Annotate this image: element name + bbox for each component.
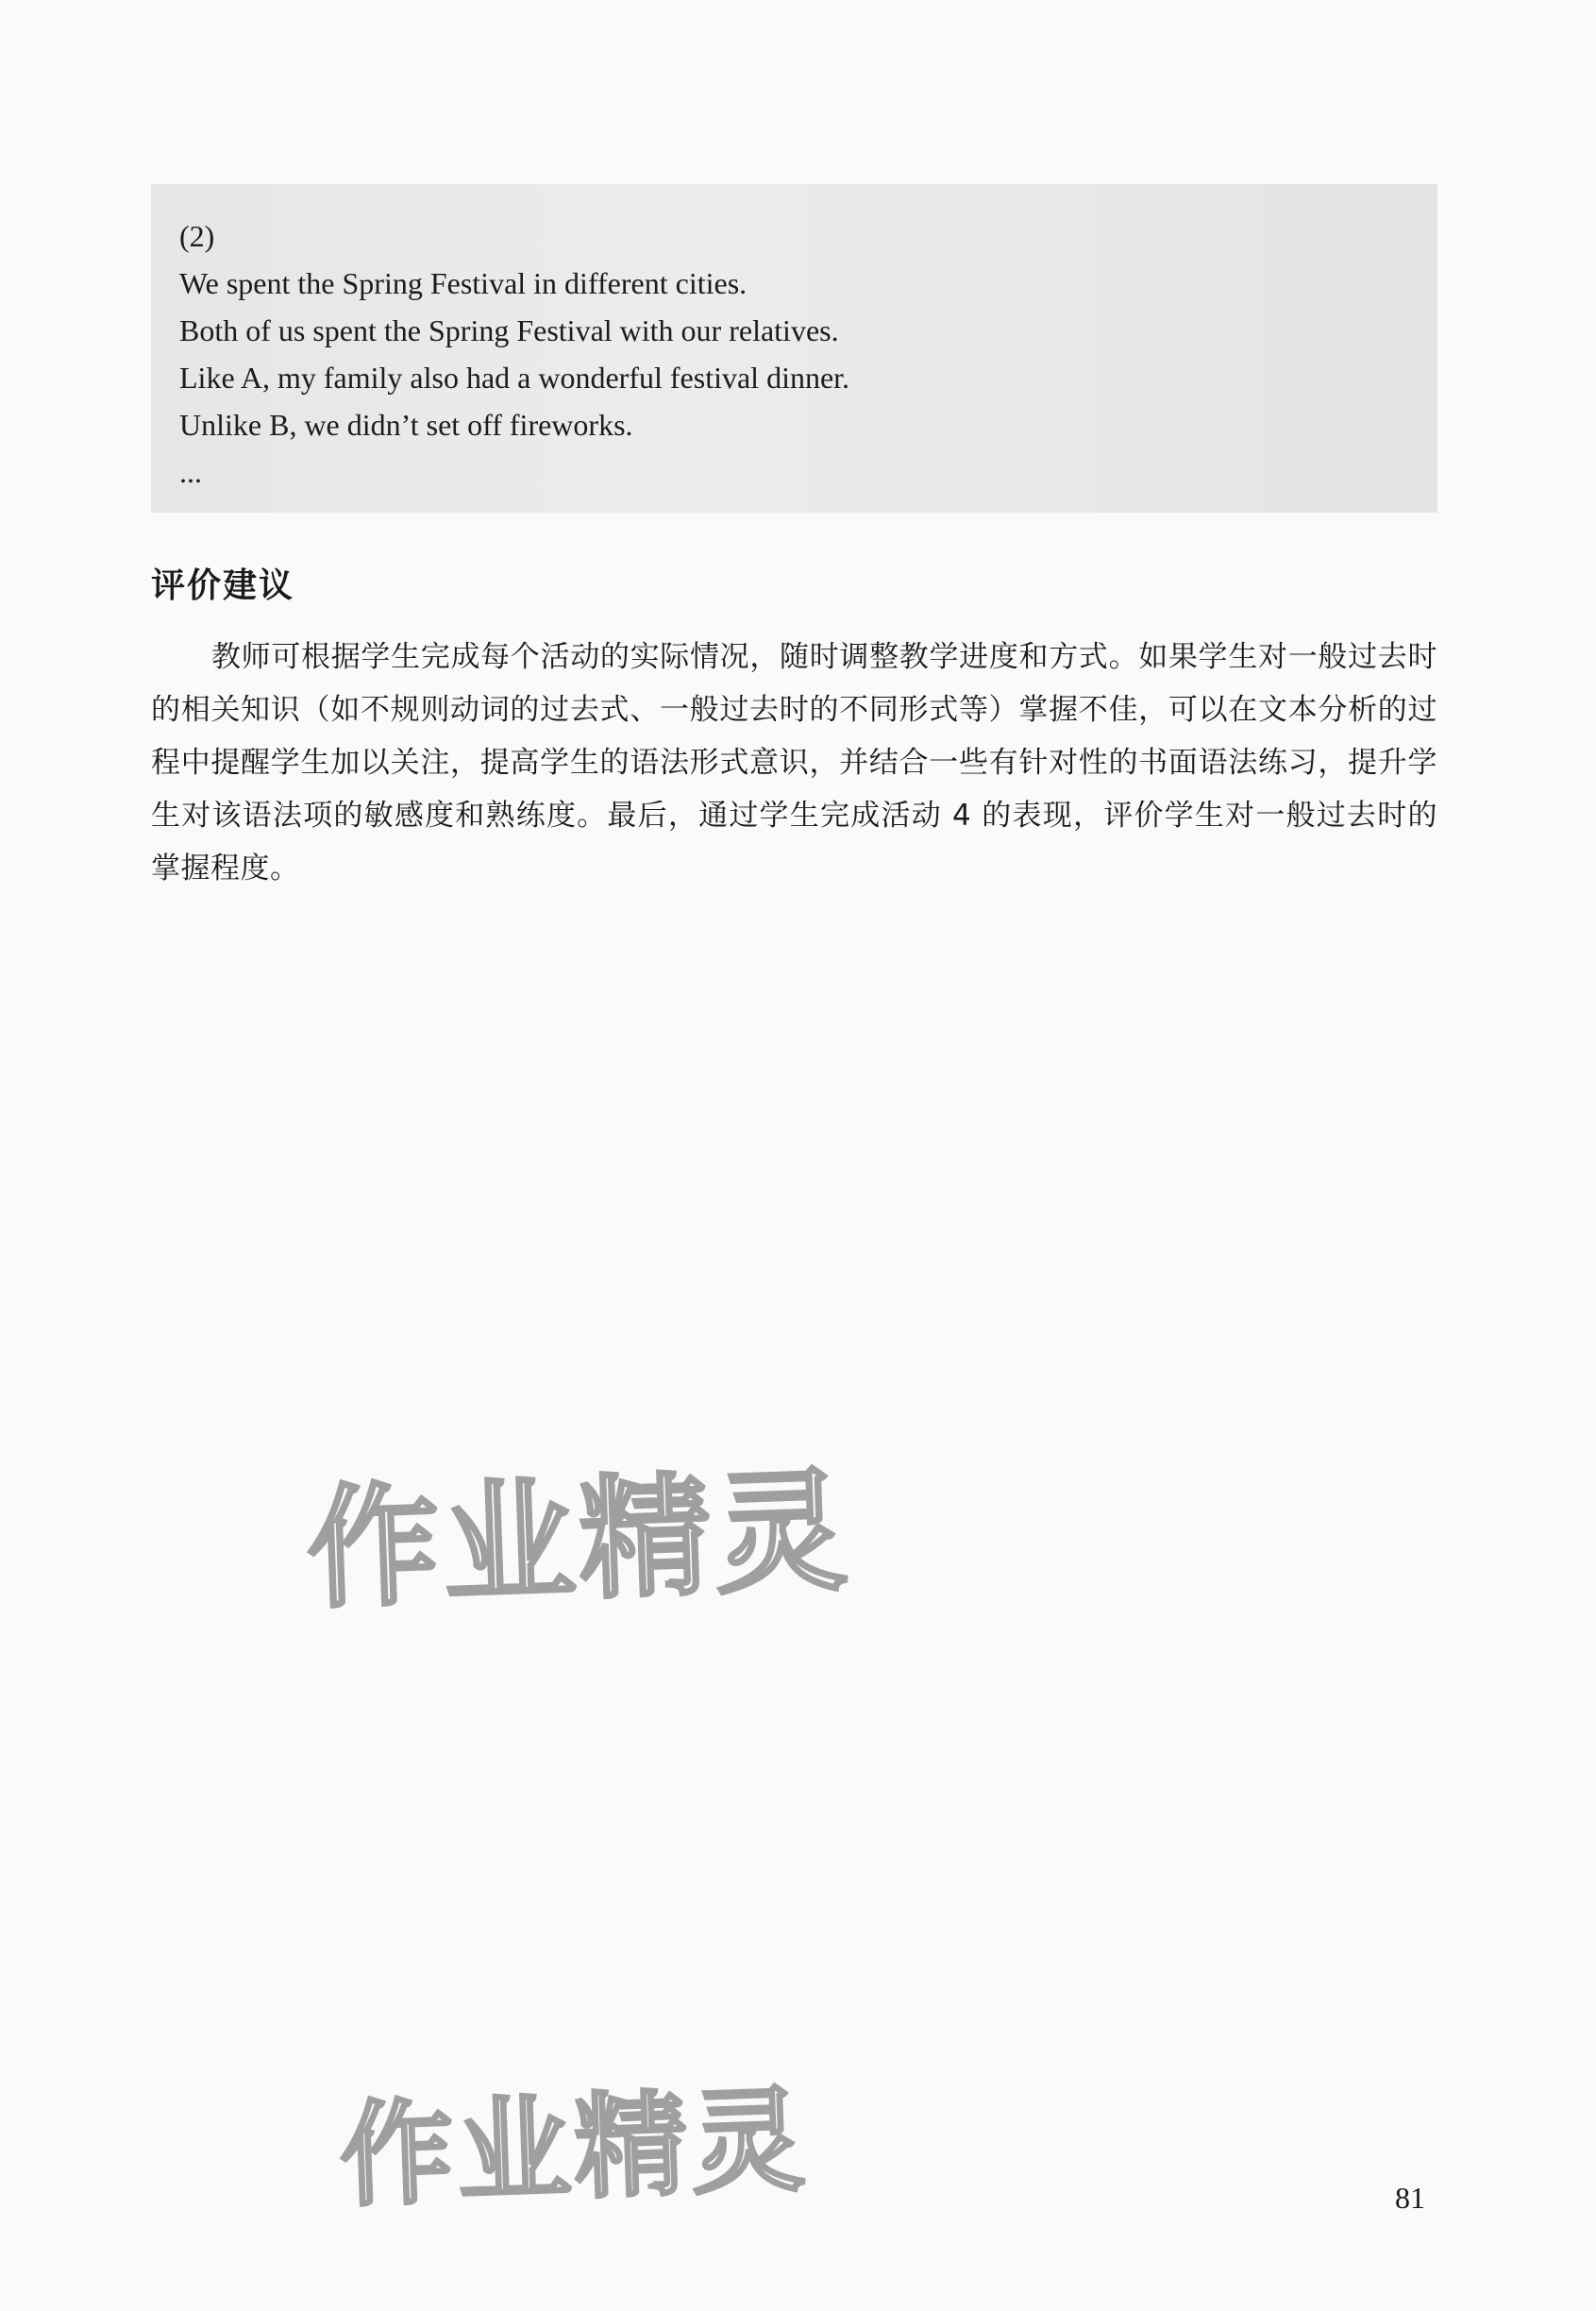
example-line: We spent the Spring Festival in different cities. (179, 266, 748, 300)
example-line: Like A, my family also had a wonderful festival dinner. (179, 361, 850, 395)
evaluation-paragraph: 教师可根据学生完成每个活动的实际情况，随时调整教学进度和方式。如果学生对一般过去时的相关知识（如不规则动词的过去式、一般过去时的不同形式等）掌握不佳，可以在文本分析的过程中提醒学生加以关注，提高学生的语法形式意识，并结合一些有针对性的书面语法练习，提升学生对该语法项的敏感度和熟练度。最后，通过学生完成活动 4 的表现，评价学生对一般过去时的掌握程度。 (151, 640, 1437, 886)
example-line-ellipsis: ... (179, 455, 202, 489)
example-line: Both of us spent the Spring Festival with our relatives. (179, 313, 839, 347)
watermark-logo: 作业精灵 (304, 1454, 854, 1628)
page-number: 81 (1395, 2181, 1425, 2215)
example-line-label: (2) (179, 219, 215, 253)
example-line: Unlike B, we didn’t set off fireworks. (179, 408, 633, 442)
section-heading: 评价建议 (151, 566, 295, 605)
example-text-box (151, 184, 1437, 513)
watermark-logo: 作业精灵 (338, 2075, 811, 2223)
